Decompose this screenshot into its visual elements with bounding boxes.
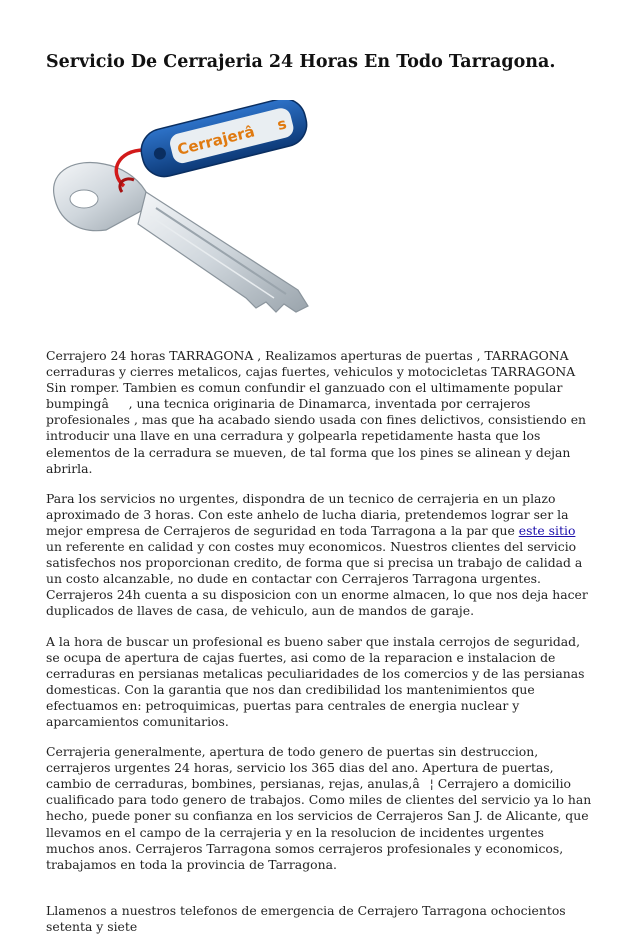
este-sitio-link[interactable]: este sitio <box>518 522 576 538</box>
keytag <box>137 100 312 181</box>
document-body <box>46 348 594 949</box>
keytag-label: Cerrajerâs <box>175 114 289 159</box>
page-title: Servicio De Cerrajeria 24 Horas En Todo Tarragona. <box>46 52 556 72</box>
key-keytag-image <box>46 100 326 330</box>
paragraph-1: Cerrajero 24 horas TARRAGONA , Realizamos aperturas de puertas , TARRAGONA cerraduras y cierres metalicos, cajas fuertes, vehiculos y motocicletas TARRAGONA Sin romper. Tambien es comun confundir el ganzuado con el ultimamente popular bumpingâ, una tecnica originaria de Dinamarca, inventada por cerrajeros profesionales , mas que ha acabado siendo usada con fines delictivos, consistiendo en introducir una llave en una cerradura y golpearla repetidamente hasta que los elementos de la cerradura se mueven, de tal forma que los pines se alinean y dejan abrirla. <box>46 348 587 476</box>
paragraph-4: Cerrajeria generalmente, apertura de todo genero de puertas sin destruccion, cerrajeros urgentes 24 horas, servicio los 365 dias del ano. Apertura de puertas, cambio de cerraduras, bombines, persianas, rejas, anulas,â¦ Cerrajero a domicilio cualificado para todo genero de trabajos. Como miles de clientes del servicio ya lo han hecho, puede poner su confianza en los servicios de Cerrajeros San J. de Alicante, que llevamos en el campo de la cerrajeria y en la resolucion de incidentes urgentes muchos anos. Cerrajeros Tarragona somos cerrajeros profesionales y economicos, trabajamos en toda la provincia de Tarragona. <box>46 744 592 872</box>
paragraph-2-text-after: un referente en calidad y con costes muy economicos. Nuestros clientes del servicio satisfechos nos proporcionan credito, de forma que si precisa un trabajo de calidad a un costo alcanzable, no dude en contactar con Cerrajeros Tarragona urgentes. Cerrajeros 24h cuenta a su disposicion con un enorme almacen, lo que nos deja hacer duplicados de llaves de casa, de vehiculo, aun de mandos de garaje. <box>46 539 588 619</box>
paragraph-3: A la hora de buscar un profesional es bueno saber que instala cerrojos de seguridad, se ocupa de apertura de cajas fuertes, asi como de la reparacion e instalacion de cerraduras en persianas metalicas peculiaridades de los comercios y de las persianas domesticas. Con la garantia que nos dan credibilidad los mantenimientos que efectuamos en: petroquimicas, puertas para centrales de energia nuclear y aparcamientos comunitarios. <box>46 633 585 729</box>
paragraph-2-text-before: Para los servicios no urgentes, dispondra de un tecnico de cerrajeria en un plazo aproximado de 3 horas. Con este anhelo de lucha diaria, pretendemos lograr ser la mejor empresa de Cerrajeros de seguridad en toda Tarragona a la par que <box>46 490 569 538</box>
key-shape <box>54 162 308 312</box>
paragraph-2 <box>46 491 594 620</box>
paragraph-5: Llamenos a nuestros telefonos de emergencia de Cerrajero Tarragona ochocientos setenta y siete <box>46 902 566 934</box>
